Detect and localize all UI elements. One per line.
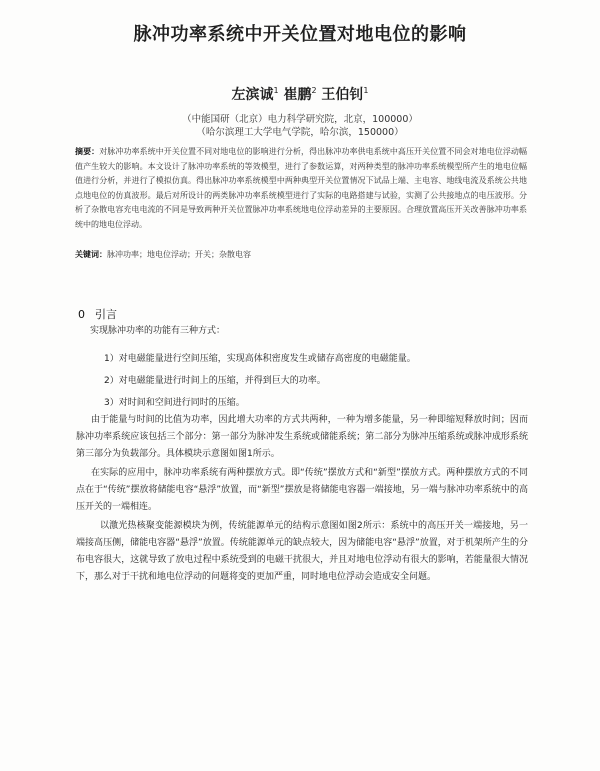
keywords-label: 关键词： [75,250,107,259]
section-number: 0 [78,308,85,321]
abstract [75,145,527,232]
list-item: 2）对电磁能量进行时间上的压缩，并得到巨大的功率。 [104,376,326,386]
keywords-text: 脉冲功率；地电位浮动；开关；杂散电容 [107,250,251,259]
section-heading [78,306,117,322]
body-paragraph: 以激光热核聚变能源模块为例，传统能源单元的结构示意图如图2所示：系统中的高压开关一端接地，另一端接高压侧，储能电容器“悬浮”放置。传统能源单元的缺点较大，因为储能电容“悬浮”放置，对于机架所产生的分布电容很大，这就导致了放电过程中系统受到的电磁干扰很大，并且对地电位浮动有很大的影响，若能量很大情况下，那么对于干扰和地电位浮动的问题将变的更加严重，同时地电位浮动会造成安全问题。 [76,521,528,582]
author-name: 崔鹏 [283,87,312,103]
affiliation: （哈尔滨理工大学电气学院，哈尔滨，150000） [196,127,404,138]
body-paragraph: 由于能量与时间的比值为功率，因此增大功率的方式共两种，一种为增多能量，另一种即缩短释放时间；因而脉冲功率系统应该包括三个部分：第一部分为脉冲发生系统或储能系统；第二部分为脉冲压缩系统或脉冲成形系统第三部分为负载部分。具体模块示意图如图1所示。 [76,415,528,459]
abstract-text: 对脉冲功率系统中开关位置不同对地电位的影响进行分析，得出脉冲功率供电系统中高压开关位置不同会对地电位浮动幅值产生较大的影响。本文设计了脉冲功率系统的等效模型，进行了参数运算，对两种类型的脉冲功率系统模型所产生的地电位幅值进行分析，并进行了模拟仿真。得出脉冲功率系统模型中两种典型开关位置情况下试品上端、主电容、地线电流及系统公共地点地电位的仿真波形。最后对所设计的两类脉冲功率系统模型进行了实际的电路搭建与试验，实测了公共接地点的电压波形。分析了杂散电容充电电流的不同是导致两种开关位置脉冲功率系统地电位浮动差异的主要原因。合理放置高压开关改善脉冲功率系统中的地电位浮动。 [75,147,527,229]
author-affiliation-mark: 1 [363,86,369,95]
section-title: 引言 [95,308,117,321]
keywords [75,249,527,260]
affiliation: （中能国研（北京）电力科学研究院，北京，100000） [182,114,418,125]
author-name: 左滨诚 [231,87,274,103]
abstract-label: 摘要： [75,147,100,156]
paper-title: 脉冲功率系统中开关位置对地电位的影响 [133,24,467,45]
author-affiliation-mark: 2 [311,86,317,95]
author-line [0,84,600,104]
intro-paragraph: 实现脉冲功率的功能有三种方式： [90,326,226,336]
author-affiliation-mark: 1 [273,86,279,95]
list-item: 1）对电磁能量进行空间压缩，实现高体积密度发生或储存高密度的电磁能量。 [104,354,416,364]
author-name: 王伯钊 [321,87,364,103]
body-paragraph: 在实际的应用中，脉冲功率系统有两种摆放方式。即“传统”摆放方式和“新型”摆放方式。两种摆放方式的不同点在于“传统”摆放将储能电容“悬浮”放置，而“新型”摆放是将储能电容器一端接地，另一端与脉冲功率系统中的高压开关的一端相连。 [76,468,528,512]
list-item: 3）对时间和空间进行同时的压缩。 [104,398,245,408]
